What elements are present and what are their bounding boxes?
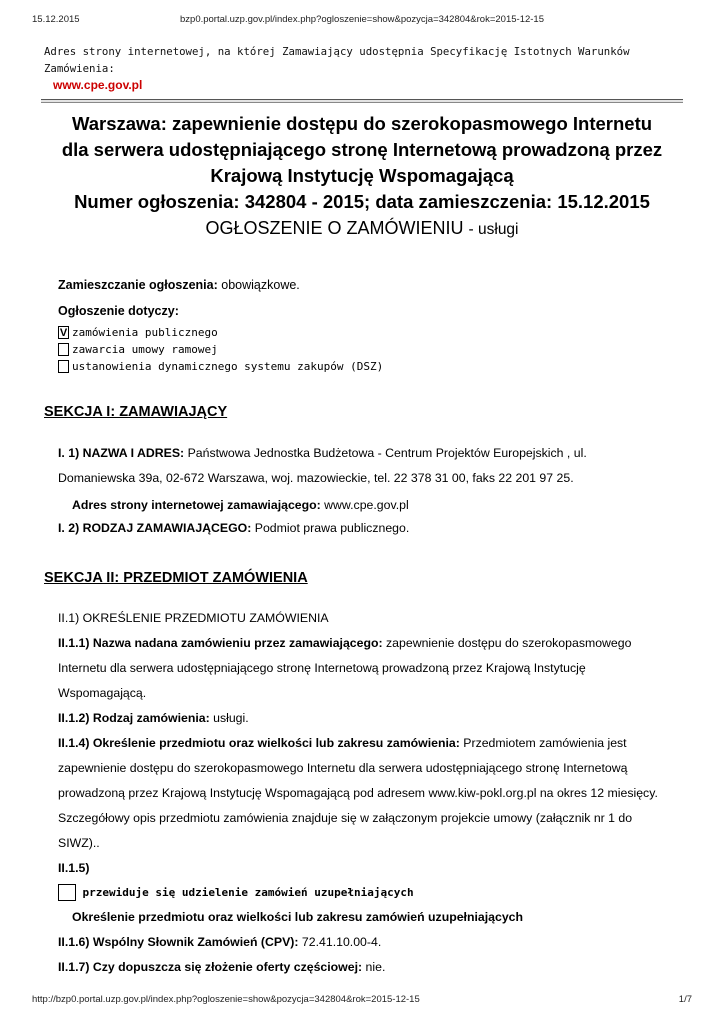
concerns-option-label: zamówienia publicznego [72,326,218,339]
spec-note [44,43,684,94]
ii17-label: II.1.7) Czy dopuszcza się złożenie oferty częściowej: [58,960,363,974]
print-header-url: bzp0.portal.uzp.gov.pl/index.php?ogloszenie=show&pozycja=342804&rok=2015-12-15 [180,14,544,25]
section-2-cpv [58,930,684,980]
ii17-value: nie. [365,960,386,974]
notice-kind-suffix: - usługi [468,221,519,238]
ii14-value-4: Szczegółowy opis przedmiotu zamówienia znajduje się w załączonym projekcie umowy (załącznik nr 1 do [58,811,633,825]
ii11-value-1: zapewnienie dostępu do szerokopasmowego [386,636,632,650]
placement-row [58,278,684,292]
notice-title [44,111,680,243]
spec-note-text: Adres strony internetowej, na której Zamawiający udostępnia Specyfikację Istotnych Warunków Zamówienia: [44,45,630,75]
ii1-heading: II.1) OKREŚLENIE PRZEDMIOTU ZAMÓWIENIA [58,611,329,625]
address-value-2: Domaniewska 39a, 02-672 Warszawa, woj. mazowieckie, tel. 22 378 31 00, faks 22 201 97 25. [58,471,574,485]
concerns-option [58,341,383,358]
ii14-value-2: zapewnienie dostępu do szerokopasmowego Internetu dla serwera udostępniającego stronę Internetową [58,761,628,775]
concerns-option [58,358,383,375]
print-header [32,14,692,28]
checkbox-unchecked[interactable] [58,360,69,373]
section-2-body [58,606,684,881]
notice-kind [44,215,680,243]
ii15-option [58,884,684,901]
section-1-www [72,498,684,512]
concerns-option-label: ustanowienia dynamicznego systemu zakupów (DSZ) [72,360,384,373]
contracting-type-label: I. 2) RODZAJ ZAMAWIAJĄCEGO: [58,521,252,535]
ii15-option-label: przewiduje się udzielenie zamówień uzupełniających [82,885,414,899]
contracting-type-value: Podmiot prawa publicznego. [254,521,410,535]
page-number: 1/7 [678,994,692,1005]
address-label: I. 1) NAZWA I ADRES: [58,446,185,460]
title-line-1: Warszawa: zapewnienie dostępu do szerokopasmowego Internetu [71,113,653,134]
ii11-value-3: Wspomagającą. [58,686,147,700]
notice-kind-main: OGŁOSZENIE O ZAMÓWIENIU [205,218,464,238]
section-1-heading: SEKCJA I: ZAMAWIAJĄCY [44,404,228,420]
ii14-value-5: SIWZ).. [58,836,100,850]
horizontal-rule [41,99,683,103]
address-value-1: Państwowa Jednostka Budżetowa - Centrum Projektów Europejskich , ul. [187,446,587,460]
concerns-checklist [58,324,383,375]
placement-label: Zamieszczanie ogłoszenia: [58,278,218,292]
ii16-label: II.1.6) Wspólny Słownik Zamówień (CPV): [58,935,299,949]
section-2-heading: SEKCJA II: PRZEDMIOT ZAMÓWIENIA [44,570,308,586]
print-footer-url: http://bzp0.portal.uzp.gov.pl/index.php?ogloszenie=show&pozycja=342804&rok=2015-12-15 [32,994,420,1005]
checkbox-checked[interactable]: V [59,326,68,339]
ii12-label: II.1.2) Rodzaj zamówienia: [58,711,210,725]
checkbox-unchecked[interactable] [58,343,69,356]
checkbox-unchecked[interactable] [58,884,76,901]
ii11-label: II.1.1) Nazwa nadana zamówieniu przez zamawiającego: [58,636,383,650]
section-1-address [58,441,684,491]
section-1-type [58,516,684,541]
www-label: Adres strony internetowej zamawiającego: [72,498,321,512]
title-line-3: Krajową Instytucję Wspomagającą [210,165,514,186]
concerns-option [58,324,383,341]
ii15-sub: Określenie przedmiotu oraz wielkości lub zakresu zamówień uzupełniających [72,910,524,924]
title-line-2: dla serwera udostępniającego stronę Internetową prowadzoną przez [61,139,663,160]
spec-note-link[interactable]: www.cpe.gov.pl [53,78,143,92]
notice-number: Numer ogłoszenia: 342804 - 2015; data zamieszczenia: 15.12.2015 [74,191,650,212]
www-value: www.cpe.gov.pl [324,498,409,512]
ii14-label: II.1.4) Określenie przedmiotu oraz wielkości lub zakresu zamówienia: [58,736,460,750]
ii14-value-1: Przedmiotem zamówienia jest [463,736,627,750]
ii15-label: II.1.5) [58,861,90,875]
print-date: 15.12.2015 [32,14,80,25]
ii11-value-2: Internetu dla serwera udostępniającego stronę Internetową prowadzoną przez Krajową Instytucję [58,661,586,675]
concerns-option-label: zawarcia umowy ramowej [72,343,218,356]
ii16-value: 72.41.10.00-4. [301,935,382,949]
placement-value: obowiązkowe. [221,278,300,292]
ii12-value: usługi. [213,711,249,725]
ii14-value-3: prowadzoną przez Krajową Instytucję Wspomagającą pod adresem www.kiw-pokl.org.pl na okres 12 miesięcy. [58,786,658,800]
print-footer [32,994,692,1008]
concerns-label: Ogłoszenie dotyczy: [58,304,179,318]
